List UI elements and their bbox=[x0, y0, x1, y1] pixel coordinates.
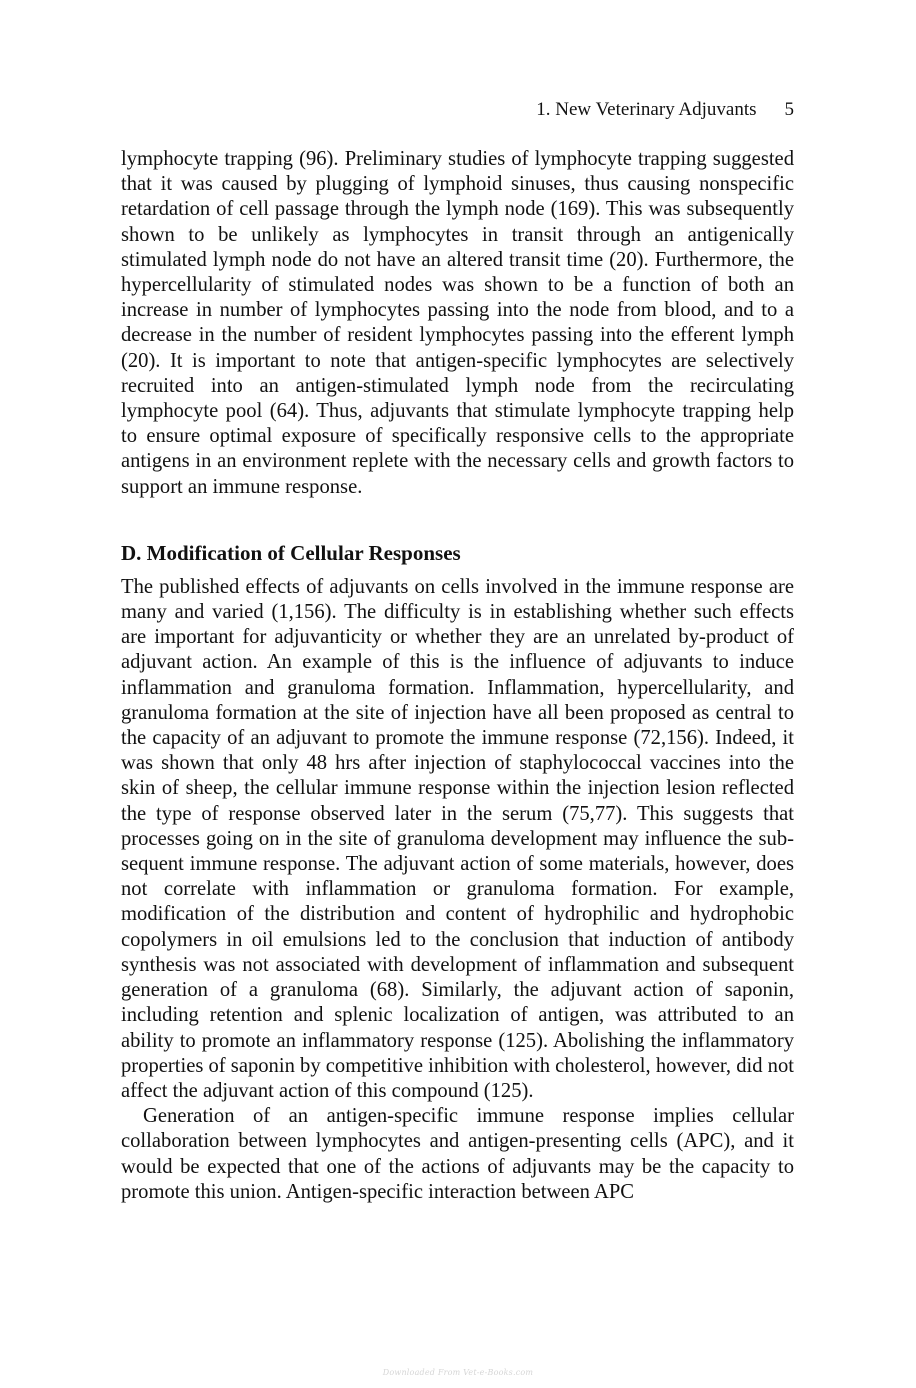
paragraph-lymphocyte-trapping: lymphocyte trapping (96). Preliminary studies of lymphocyte trapping suggested that it was caused by plugging of lymphoid sinuses, thus causing nonspecific retardation of cell passage through the lymph node (169). This was subsequently shown to be unlikely as lymphocytes in transit through an antigenically stimulated lymph node do not have an altered transit time (20). Furthermore, the hypercellularity of stimulated nodes was shown to be a function of both an increase in number of lymphocytes passing into the node from blood, and to a decrease in the number of resident lymphocytes passing into the efferent lymph (20). It is important to note that antigen-specific lymphocytes are selectively recruited into an antigen-stimulated lymph node from the recirculating lymphocyte pool (64). Thus, adjuvants that stimulate lymphocyte trapping help to ensure optimal exposure of specifically responsive cells to the appropriate antigens in an environment replete with the necessary cells and growth factors to support an immune response. bbox=[121, 148, 794, 498]
section-heading: D. Modification of Cellular Responses bbox=[121, 540, 461, 565]
paragraph-cellular-effects: The published effects of adjuvants on cells involved in the immune response are many and varied (1,156). The difficulty is in establishing whether such effects are important for adjuvanticity or whether they are an unrelated by-product of adjuvant action. An example of this is the influence of adjuvants to induce inflammation and granuloma formation. Inflammation, hypercellularity, and granuloma formation at the site of injection have all been proposed as central to the capacity of an adjuvant to promote the immune response (72,156). Indeed, it was shown that only 48 hrs after injection of staphylococcal vaccines into the skin of sheep, the cellular immune response within the injection lesion reflected the type of response observed later in the serum (75,77). This suggests that processes going on in the site of granuloma development may influence the subsequent immune response. The adjuvant action of some materials, however, does not correlate with inflammation or granuloma formation. For example, modification of the distribution and content of hydrophilic and hydrophobic copolymers in oil emulsions led to the conclusion that induction of antibody synthesis was not associated with development of inflammation and subsequent generation of a granuloma (68). Similarly, the adjuvant action of saponin, including retention and splenic localization of antigen, was attributed to an ability to promote an inflammatory response (125). Abolishing the inflammatory properties of saponin by competitive inhibition with cholesterol, however, did not affect the adjuvant action of this compound (125). bbox=[121, 575, 794, 1102]
page-number: 5 bbox=[784, 99, 794, 120]
paragraph-antigen-presentation: Generation of an antigen-specific immune response implies cellular collaboration between lymphocytes and antigen-presenting cells (APC), and it would be expected that one of the actions of adjuvants may be the capacity to promote this union. Antigen-specific interaction between APC bbox=[121, 1105, 794, 1203]
running-title: 1. New Veterinary Adjuvants bbox=[536, 99, 757, 120]
document-page bbox=[121, 95, 794, 1205]
download-watermark: Downloaded From Vet-e-Books.com bbox=[382, 1368, 534, 1377]
running-header bbox=[121, 95, 794, 125]
body-text bbox=[121, 147, 794, 1205]
